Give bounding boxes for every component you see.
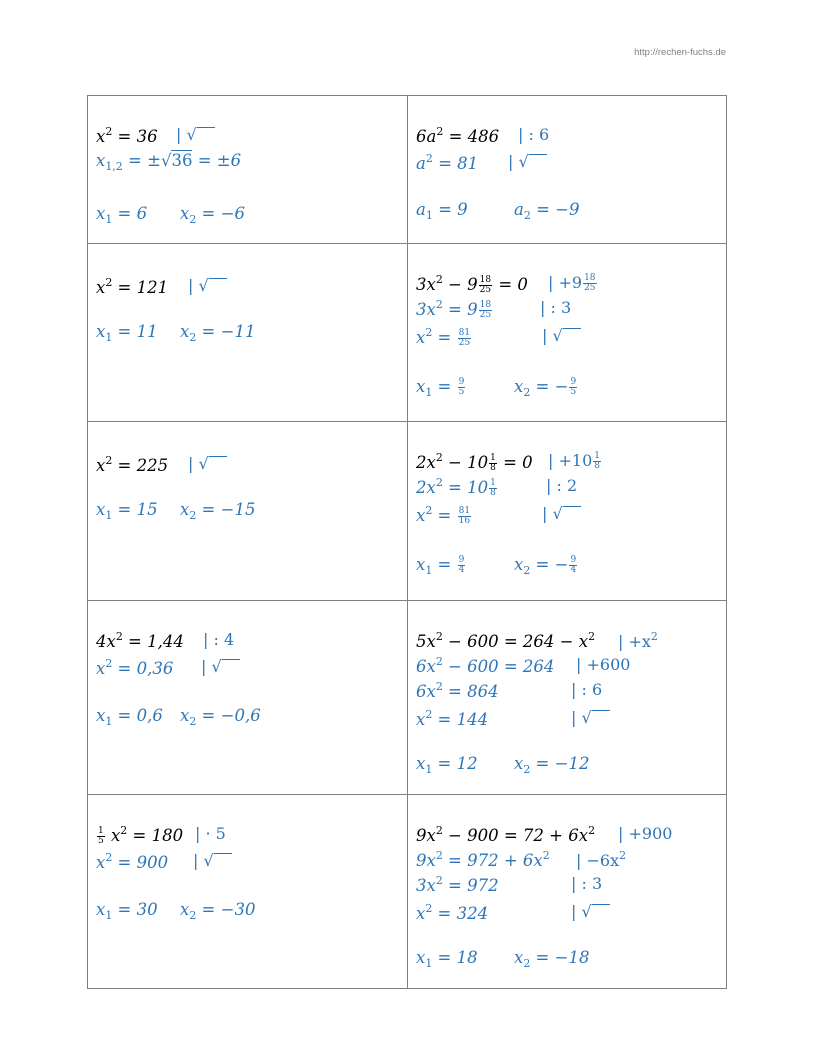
solution-1: $x_1 = 0,6$ — [96, 706, 163, 728]
exercise-grid — [87, 95, 727, 989]
equation: $6a^2 = 486$ — [416, 125, 500, 146]
operation-note: | √ — [542, 326, 581, 345]
solution-2: $x_2 = -30$ — [180, 900, 256, 922]
operation-note: | √ — [188, 276, 227, 295]
operation-note: | +9 $\frac{18}{25}$ — [548, 273, 596, 293]
solution-step: $3x^2 = 972$ — [416, 874, 499, 895]
operation-note: | √ — [193, 851, 232, 870]
exercise-card — [408, 601, 727, 795]
exercise-card — [88, 422, 408, 601]
operation-note: | √ — [201, 657, 240, 676]
operation-note: | √ — [571, 708, 610, 727]
equation: $5x^2 - 600 = 264 - x^2$ — [416, 630, 596, 651]
solution-step: $9x^2 = 972 + 6x^2$ — [416, 849, 550, 870]
solution-step: $x^2 = 900$ — [96, 851, 169, 872]
solution-2: $x_2 = -6$ — [180, 204, 245, 226]
solution-1: $x_1$ = $\frac{9}{4}$ — [416, 555, 465, 577]
exercise-card — [408, 422, 727, 601]
solution-2: $a_2 = -9$ — [514, 200, 580, 222]
equation: $x^2 = 225$ — [96, 454, 169, 475]
equation: $3x^2 - 9$ $\frac{18}{25}$ = 0 — [416, 273, 528, 295]
solution-step: $x^2 = 324$ — [416, 902, 489, 923]
solution-step: $x^2 = 0,36$ — [96, 657, 174, 678]
solution-2: $x_2$ = − $\frac{9}{5}$ — [514, 377, 577, 399]
solution-step: $6x^2 - 600 = 264$ — [416, 655, 555, 676]
operation-note: | : 3 — [540, 298, 572, 317]
exercise-card — [88, 96, 408, 244]
solution-step: $3x^2 = 9$ $\frac{18}{25}$ — [416, 298, 492, 320]
exercise-card — [88, 601, 408, 795]
equation: $9x^2 - 900 = 72 + 6x^2$ — [416, 824, 596, 845]
solution-step: $x^2$ = $\frac{81}{25}$ — [416, 326, 471, 348]
operation-note: | : 4 — [203, 630, 235, 649]
solution-step: $x_{1,2} = \pm√36 = \pm 6$ — [96, 151, 242, 173]
solution-step: $6x^2 = 864$ — [416, 680, 499, 701]
solution-1: $a_1 = 9$ — [416, 200, 468, 222]
solution-step: $x^2$ = $\frac{81}{16}$ — [416, 504, 471, 526]
operation-note: | $-6x^2$ — [576, 849, 627, 870]
operation-note: | √ — [571, 902, 610, 921]
solution-step: $x^2 = 144$ — [416, 708, 489, 729]
solution-2: $x_2 = -12$ — [514, 754, 590, 776]
solution-1: $x_1 = 15$ — [96, 500, 158, 522]
solution-1: $x_1 = 18$ — [416, 948, 478, 970]
operation-note: | +600 — [576, 655, 631, 674]
solution-1: $x_1 = 6$ — [96, 204, 148, 226]
operation-note: | : 6 — [518, 125, 550, 144]
solution-2: $x_2 = -18$ — [514, 948, 590, 970]
solution-step: $2x^2 = 10$ $\frac{1}{8}$ — [416, 476, 496, 498]
solution-2: $x_2 = -0,6$ — [180, 706, 261, 728]
operation-note: | : 6 — [571, 680, 603, 699]
solution-2: $x_2 = -15$ — [180, 500, 256, 522]
solution-2: $x_2$ = − $\frac{9}{4}$ — [514, 555, 577, 577]
solution-1: $x_1 = 12$ — [416, 754, 478, 776]
operation-note: | $+x^2$ — [618, 630, 658, 651]
header-url: http://rechen-fuchs.de — [634, 47, 726, 58]
operation-note: | +900 — [618, 824, 673, 843]
solution-1: $x_1 = 11$ — [96, 322, 158, 344]
operation-note: | +10 $\frac{1}{8}$ — [548, 451, 600, 471]
solution-1: $x_1$ = $\frac{9}{5}$ — [416, 377, 465, 399]
equation: $x^2 = 121$ — [96, 276, 169, 297]
solution-2: $x_2 = -11$ — [180, 322, 256, 344]
operation-note: | √ — [508, 152, 547, 171]
equation: $\frac{1}{5}$ $x^2 = 180$ — [98, 824, 184, 846]
exercise-card — [408, 244, 727, 422]
exercise-card — [408, 795, 727, 988]
operation-note: | √ — [188, 454, 227, 473]
solution-1: $x_1 = 30$ — [96, 900, 158, 922]
operation-note: | √ — [542, 504, 581, 523]
equation: $2x^2 - 10$ $\frac{1}{8}$ = 0 — [416, 451, 533, 473]
operation-note: | : 3 — [571, 874, 603, 893]
equation: $x^2 = 36$ — [96, 125, 158, 146]
exercise-card — [88, 795, 408, 988]
exercise-card — [408, 96, 727, 244]
equation: $4x^2 = 1,44$ — [96, 630, 184, 651]
exercise-card — [88, 244, 408, 422]
solution-step: $a^2 = 81$ — [416, 152, 479, 173]
operation-note: | · 5 — [195, 824, 226, 843]
operation-note: | : 2 — [546, 476, 578, 495]
operation-note: | √ — [176, 125, 215, 144]
